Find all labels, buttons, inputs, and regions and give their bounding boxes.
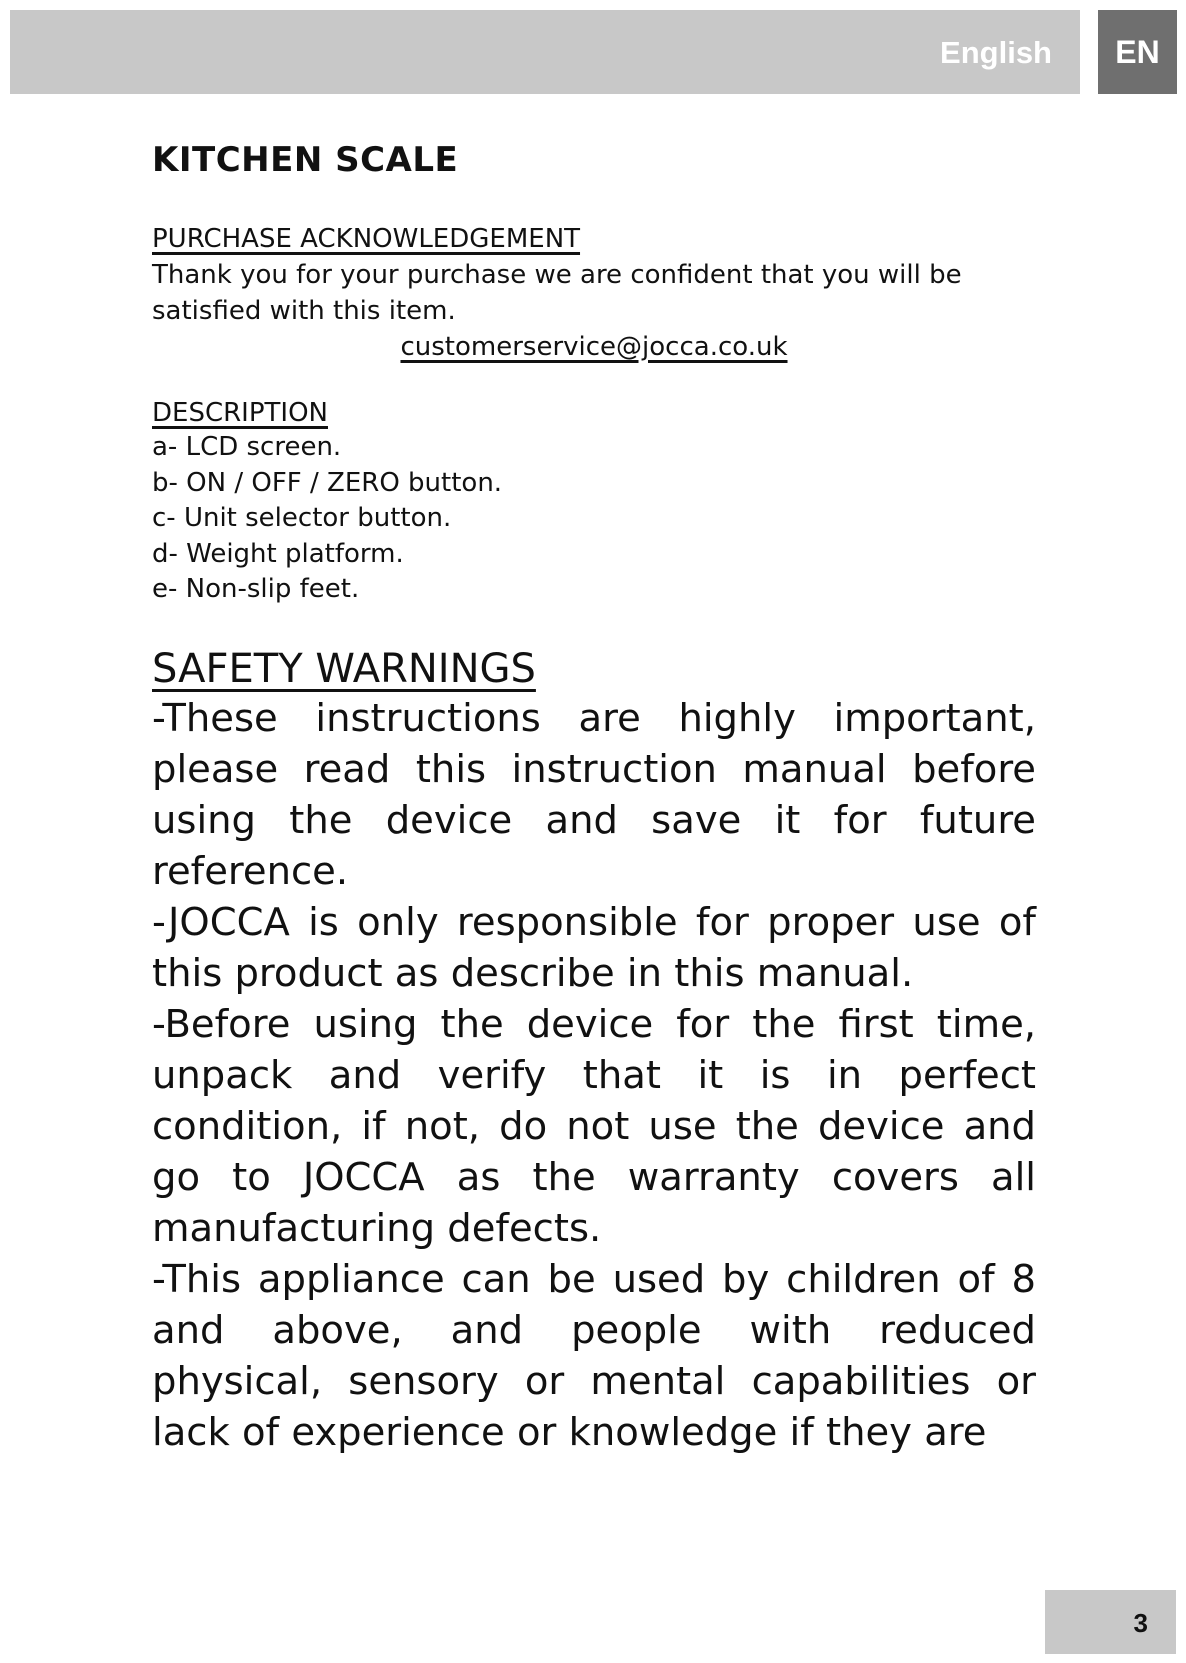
safety-warnings-section [152, 645, 1036, 1458]
safety-warning-paragraph: -Before using the device for the first time, unpack and verify that it is in perfect condition, if not, do not use the device and go to JOCCA as the warranty covers all manufacturing defects. [152, 1002, 1036, 1252]
language-code-badge: EN [1098, 10, 1177, 94]
description-item: b- ON / OFF / ZERO button. [152, 467, 503, 498]
description-heading: DESCRIPTION [152, 397, 328, 428]
purchase-acknowledgement-text: Thank you for your purchase we are confident that you will be satisfied with this item. [152, 259, 962, 326]
purchase-acknowledgement-section [152, 223, 1036, 365]
description-item: e- Non-slip feet. [152, 574, 360, 605]
description-item: d- Weight platform. [152, 538, 404, 569]
document-title: KITCHEN SCALE [152, 140, 459, 180]
safety-warning-paragraph: -This appliance can be used by children of 8 and above, and people with reduced physical, sensory or mental capabilities or lack of experience or knowledge if they are [152, 1257, 1036, 1456]
safety-warning-paragraph: -These instructions are highly important, please read this instruction manual before using the device and save it for future reference. [152, 696, 1036, 895]
header-language-label: English [940, 35, 1052, 70]
description-item: c- Unit selector button. [152, 503, 452, 534]
customer-service-email-link[interactable]: customerservice@jocca.co.uk [400, 331, 788, 362]
description-list [152, 430, 1036, 607]
header-bar [10, 10, 1080, 94]
description-item: a- LCD screen. [152, 432, 342, 463]
safety-warning-paragraph: -JOCCA is only responsible for proper use of this product as describe in this manual. [152, 900, 1036, 997]
description-section [152, 397, 1036, 608]
purchase-acknowledgement-heading: PURCHASE ACKNOWLEDGEMENT [152, 223, 581, 254]
page-content [152, 140, 1036, 1458]
safety-warnings-heading: SAFETY WARNINGS [152, 646, 536, 693]
page-number: 3 [1133, 1608, 1148, 1638]
page-number-badge [1045, 1590, 1176, 1654]
